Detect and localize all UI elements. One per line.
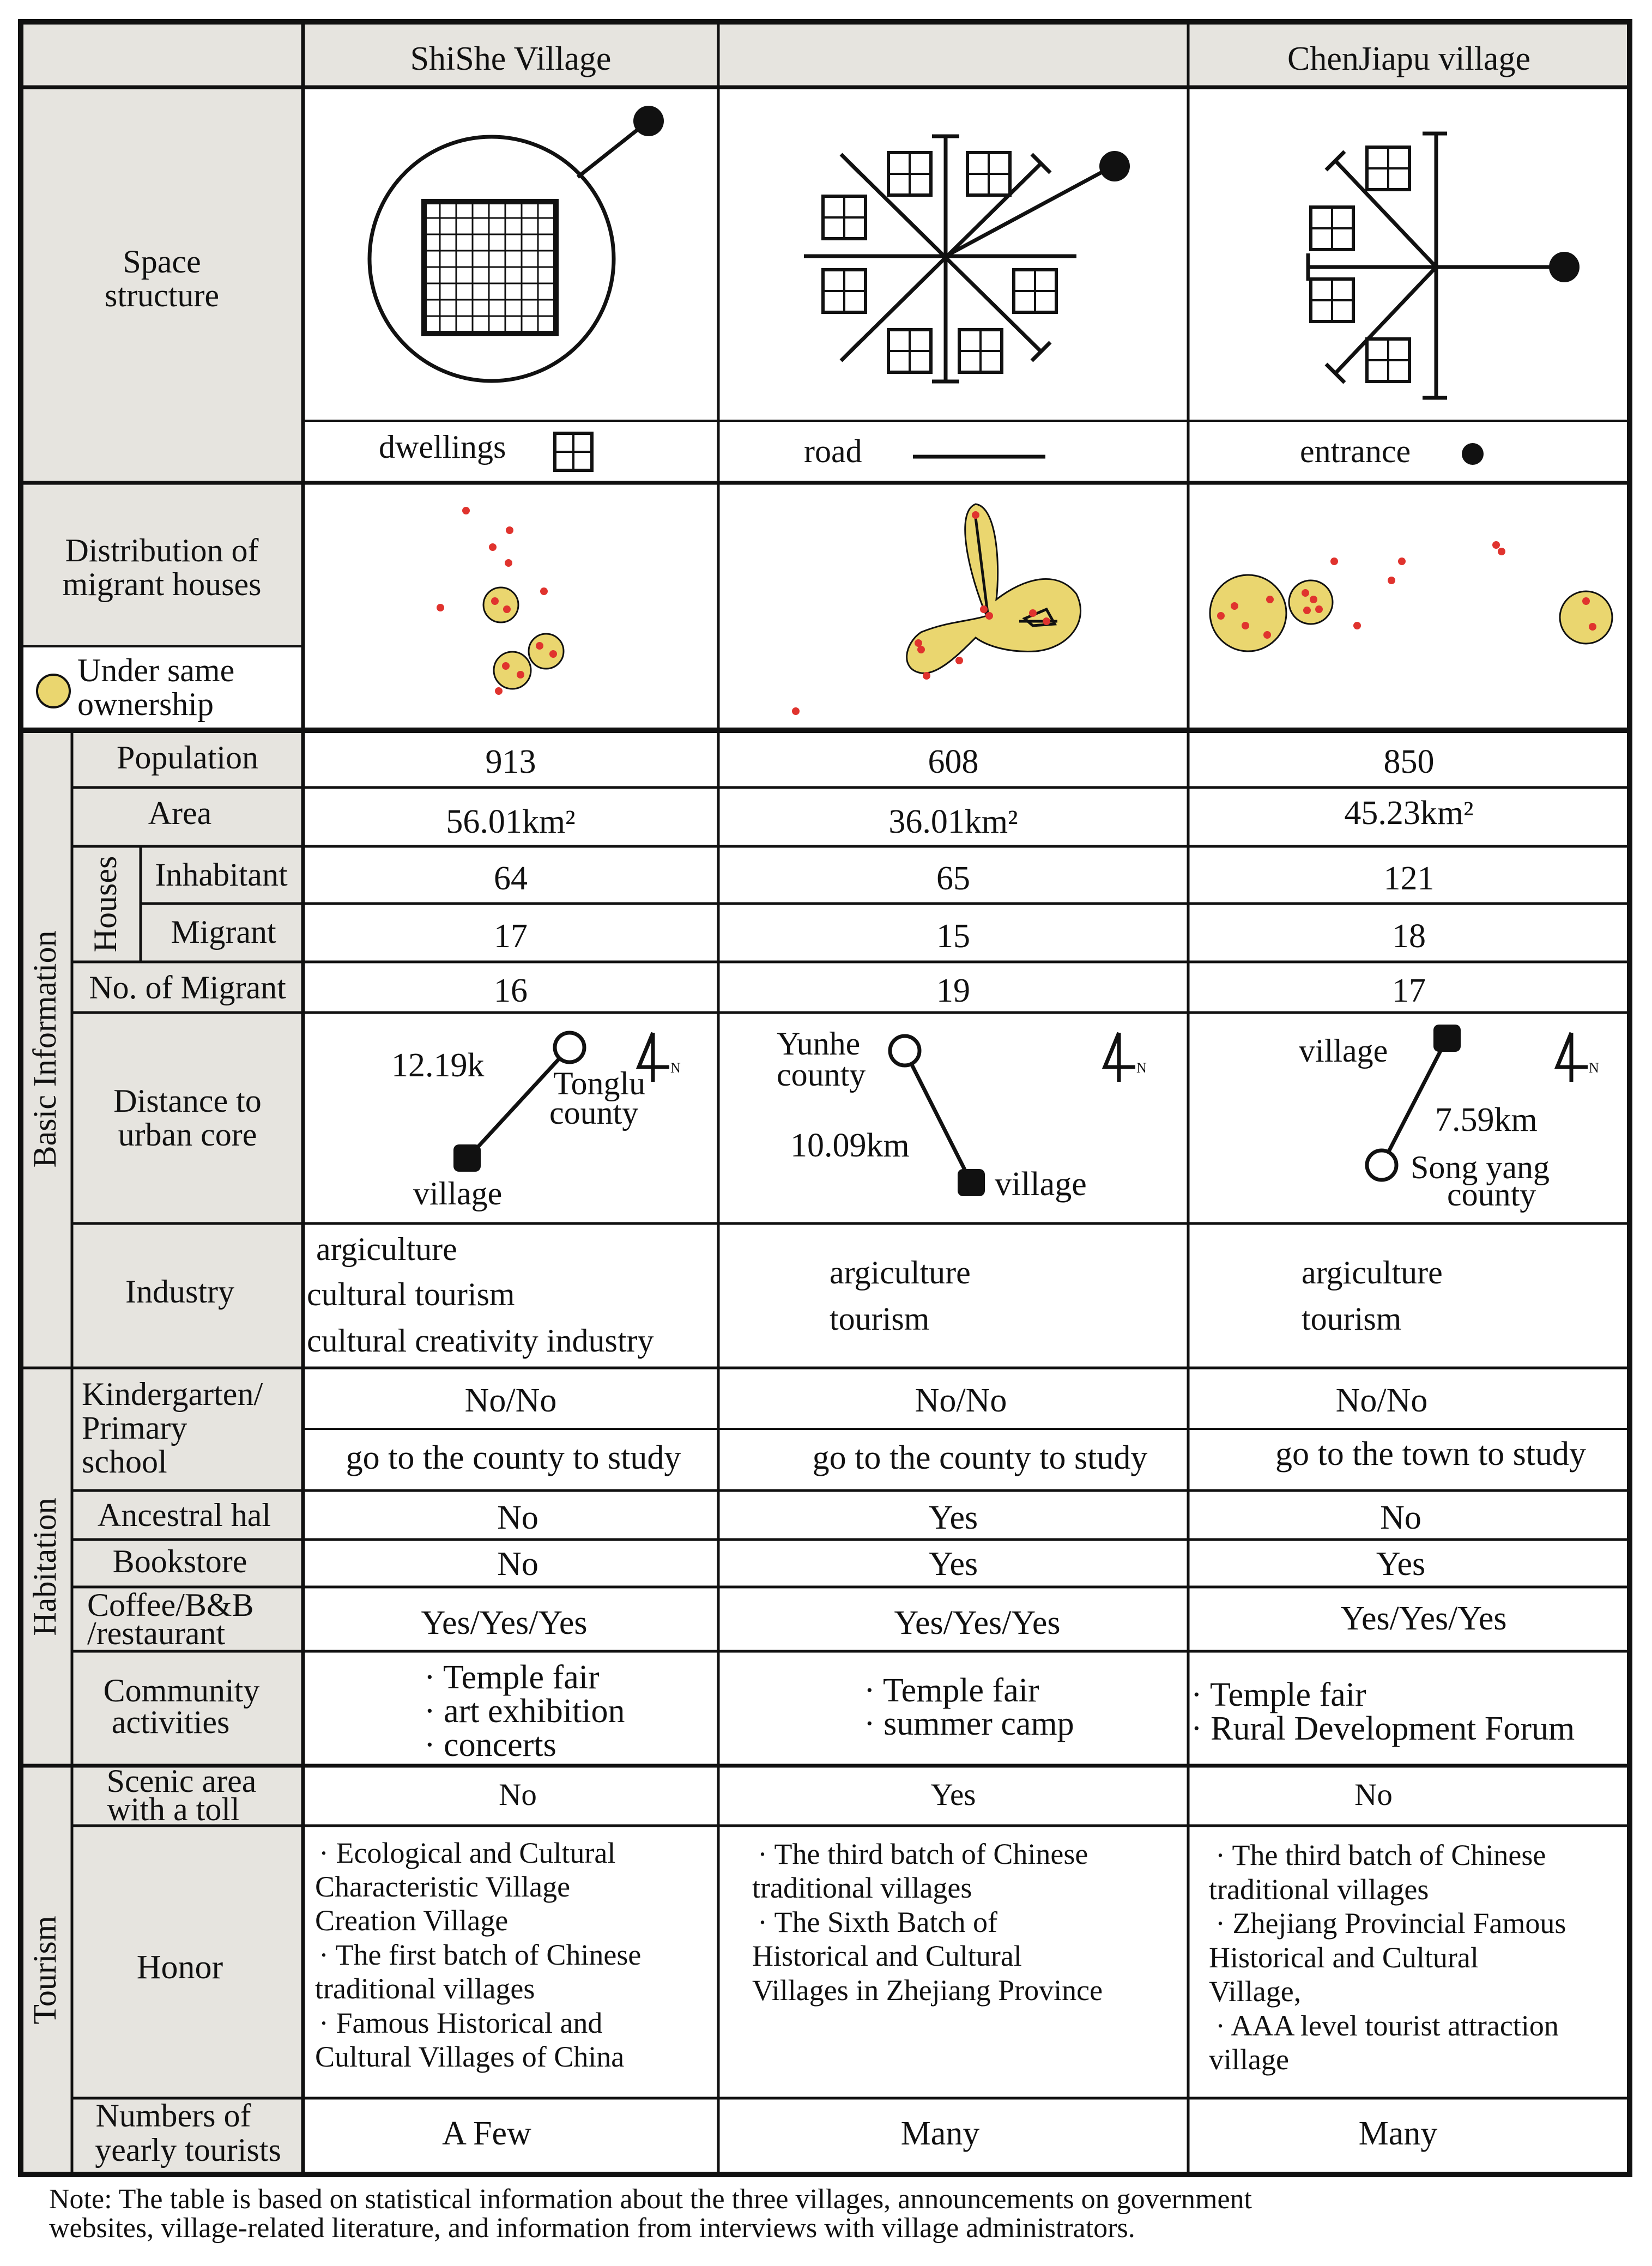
- tourists-chenjiapu: Many: [1358, 2115, 1438, 2152]
- area-label: Area: [148, 795, 212, 831]
- school-chenjiapu: go to the town to study: [1275, 1435, 1587, 1473]
- area-shishe: 56.01km²: [446, 803, 576, 840]
- table-note-2: websites, village-related literature, and information from interviews with village administrators.: [49, 2213, 1135, 2244]
- chenjiapu-distance-town: Song yang: [1411, 1149, 1550, 1185]
- ownership-legend-label-2: ownership: [77, 686, 214, 722]
- population-middle: 608: [928, 743, 979, 780]
- honor-label: Honor: [136, 1949, 223, 1986]
- honor-chenjiapu-2: traditional villages: [1209, 1873, 1429, 1906]
- legend-road-label: road: [804, 433, 862, 469]
- tourists-middle: Many: [900, 2115, 980, 2152]
- coffee-middle: Yes/Yes/Yes: [894, 1604, 1061, 1641]
- chenjiapu-distance-village: village: [1299, 1033, 1388, 1069]
- honor-middle-4: Historical and Cultural: [752, 1940, 1022, 1972]
- shishe-migrant-map: [437, 507, 564, 695]
- bookstore-middle: Yes: [928, 1546, 978, 1583]
- middle-space-diagram: [804, 136, 1130, 381]
- tourists-label: Numbers of: [95, 2098, 251, 2134]
- inhabitant-label: Inhabitant: [155, 857, 288, 893]
- industry-label: Industry: [125, 1274, 234, 1310]
- middle-distance-km: 10.09km: [790, 1127, 910, 1164]
- tourists-label-2: yearly tourists: [95, 2132, 281, 2168]
- ancestral-label: Ancestral hal: [97, 1497, 271, 1533]
- honor-shishe-3: Creation Village: [315, 1904, 509, 1937]
- shishe-distance-town: Tonglu: [553, 1065, 646, 1101]
- ownership-legend-icon: [37, 675, 70, 707]
- legend-entrance-label: entrance: [1300, 433, 1411, 469]
- community-label-2: activities: [111, 1704, 230, 1740]
- distance-label-2: urban core: [118, 1117, 257, 1153]
- section-tourism: Tourism: [27, 1916, 63, 2025]
- inhabitant-shishe: 64: [494, 860, 528, 897]
- scenic-label: Scenic area: [106, 1763, 257, 1799]
- industry-chenjiapu-1: argiculture: [1302, 1255, 1443, 1290]
- north-arrow-icon: [1105, 1033, 1135, 1082]
- chenjiapu-space-diagram: [1308, 134, 1580, 398]
- bookstore-shishe: No: [497, 1546, 538, 1583]
- honor-middle-5: Villages in Zhejiang Province: [752, 1974, 1103, 2007]
- bookstore-chenjiapu: Yes: [1376, 1546, 1426, 1583]
- middle-distance-town: Yunhe: [777, 1026, 861, 1062]
- shishe-distance-km: 12.19k: [391, 1047, 485, 1084]
- ancestral-chenjiapu: No: [1380, 1499, 1421, 1536]
- honor-shishe-2: Characteristic Village: [315, 1870, 571, 1903]
- space-structure-label: Space: [123, 244, 201, 280]
- kindergarten-middle: No/No: [915, 1382, 1007, 1419]
- tourists-shishe: A Few: [442, 2115, 531, 2152]
- industry-middle-1: argiculture: [830, 1255, 971, 1290]
- migrant-middle: 15: [936, 918, 970, 955]
- honor-middle-3: · The Sixth Batch of: [758, 1906, 997, 1938]
- no-of-migrant-label: No. of Migrant: [89, 970, 286, 1005]
- honor-chenjiapu-1: · The third batch of Chinese: [1215, 1839, 1546, 1871]
- distance-label: Distance to: [113, 1083, 262, 1119]
- scenic-middle: Yes: [930, 1778, 976, 1812]
- coffee-label-2: /restaurant: [87, 1615, 226, 1651]
- no-of-migrant-shishe: 16: [494, 972, 528, 1009]
- honor-shishe-4: · The first batch of Chinese: [319, 1938, 642, 1971]
- kindergarten-chenjiapu: No/No: [1335, 1382, 1428, 1419]
- north-label-chenjiapu: N: [1589, 1060, 1599, 1076]
- area-chenjiapu: 45.23km²: [1344, 795, 1474, 832]
- chenjiapu-migrant-map: [1210, 541, 1612, 651]
- industry-chenjiapu-2: tourism: [1302, 1301, 1402, 1337]
- area-middle: 36.01km²: [888, 803, 1018, 840]
- ownership-legend-label: Under same: [77, 652, 235, 688]
- inhabitant-chenjiapu: 121: [1383, 860, 1435, 897]
- space-structure-label-2: structure: [105, 277, 219, 313]
- honor-chenjiapu-7: village: [1209, 2043, 1289, 2076]
- header-col-shishe: ShiShe Village: [410, 40, 612, 77]
- industry-shishe-2: cultural tourism: [307, 1276, 515, 1312]
- bookstore-label: Bookstore: [112, 1543, 247, 1579]
- school-shishe: go to the county to study: [346, 1439, 681, 1476]
- migrant-distribution-label-2: migrant houses: [62, 566, 262, 602]
- community-chenjiapu-1: · Temple fair: [1191, 1676, 1366, 1713]
- community-chenjiapu-2: · Rural Development Forum: [1191, 1710, 1575, 1747]
- community-shishe-3: · concerts: [424, 1726, 556, 1764]
- community-shishe-2: · art exhibition: [424, 1693, 625, 1730]
- shishe-distance-town-2: county: [549, 1095, 639, 1131]
- no-of-migrant-chenjiapu: 17: [1392, 972, 1426, 1009]
- ancestral-shishe: No: [497, 1499, 538, 1536]
- coffee-chenjiapu: Yes/Yes/Yes: [1340, 1600, 1507, 1637]
- kindergarten-shishe: No/No: [464, 1382, 557, 1419]
- community-middle-1: · Temple fair: [864, 1672, 1039, 1709]
- migrant-shishe: 17: [494, 918, 528, 955]
- honor-chenjiapu-3: · Zhejiang Provincial Famous: [1215, 1907, 1566, 1940]
- inhabitant-middle: 65: [936, 860, 970, 897]
- coffee-label: Coffee/B&B: [87, 1587, 254, 1623]
- no-of-migrant-middle: 19: [936, 972, 970, 1009]
- scenic-chenjiapu: No: [1354, 1778, 1393, 1812]
- shishe-space-diagram: [370, 106, 664, 381]
- legend-dwellings-label: dwellings: [379, 429, 506, 465]
- community-shishe-1: · Temple fair: [424, 1659, 600, 1696]
- honor-shishe-1: · Ecological and Cultural: [319, 1837, 616, 1869]
- honor-middle-2: traditional villages: [752, 1871, 972, 1904]
- community-label: Community: [103, 1673, 260, 1708]
- entrance-icon: [1462, 443, 1484, 465]
- section-basic-information: Basic Information: [27, 930, 63, 1168]
- population-shishe: 913: [485, 743, 536, 780]
- dwelling-icon: [555, 433, 592, 470]
- honor-shishe-6: · Famous Historical and: [319, 2007, 603, 2039]
- north-label-middle: N: [1136, 1060, 1147, 1076]
- kindergarten-label: Kindergarten/: [82, 1376, 263, 1412]
- north-label-shishe: N: [670, 1060, 681, 1076]
- honor-middle-1: · The third batch of Chinese: [758, 1838, 1088, 1870]
- houses-group-label: Houses: [87, 856, 123, 953]
- industry-middle-2: tourism: [830, 1301, 930, 1337]
- community-middle-2: · summer camp: [864, 1705, 1074, 1742]
- honor-shishe-5: traditional villages: [315, 1972, 535, 2005]
- honor-chenjiapu-4: Historical and Cultural: [1209, 1941, 1479, 1974]
- migrant-label: Migrant: [171, 914, 276, 950]
- middle-migrant-map: [792, 504, 1081, 715]
- industry-shishe-3: cultural creativity industry: [307, 1323, 654, 1359]
- coffee-shishe: Yes/Yes/Yes: [421, 1604, 588, 1641]
- middle-distance-town-2: county: [777, 1057, 866, 1093]
- shishe-distance-village: village: [413, 1176, 503, 1211]
- honor-chenjiapu-6: · AAA level tourist attraction: [1215, 2009, 1559, 2042]
- kindergarten-label-3: school: [82, 1444, 167, 1480]
- scenic-shishe: No: [499, 1778, 537, 1812]
- industry-shishe-1: argiculture: [316, 1231, 457, 1267]
- school-middle: go to the county to study: [812, 1439, 1148, 1476]
- scenic-label-2: with a toll: [107, 1791, 240, 1827]
- kindergarten-label-2: Primary: [82, 1410, 187, 1446]
- ancestral-middle: Yes: [928, 1499, 978, 1536]
- table-note: Note: The table is based on statistical information about the three villages, announcements on government: [49, 2184, 1252, 2215]
- header-col-chenjiapu: ChenJiapu village: [1287, 40, 1530, 77]
- honor-chenjiapu-5: Village,: [1209, 1975, 1302, 2008]
- honor-shishe-7: Cultural Villages of China: [315, 2040, 625, 2073]
- chenjiapu-distance-town-2: county: [1447, 1177, 1536, 1213]
- north-arrow-icon: [1557, 1033, 1588, 1082]
- migrant-chenjiapu: 18: [1392, 918, 1426, 955]
- population-label: Population: [116, 740, 259, 775]
- chenjiapu-distance-km: 7.59km: [1435, 1101, 1538, 1138]
- migrant-distribution-label: Distribution of: [65, 532, 259, 568]
- middle-distance-village: village: [995, 1166, 1087, 1203]
- population-chenjiapu: 850: [1383, 743, 1435, 780]
- section-habitation: Habitation: [27, 1498, 63, 1636]
